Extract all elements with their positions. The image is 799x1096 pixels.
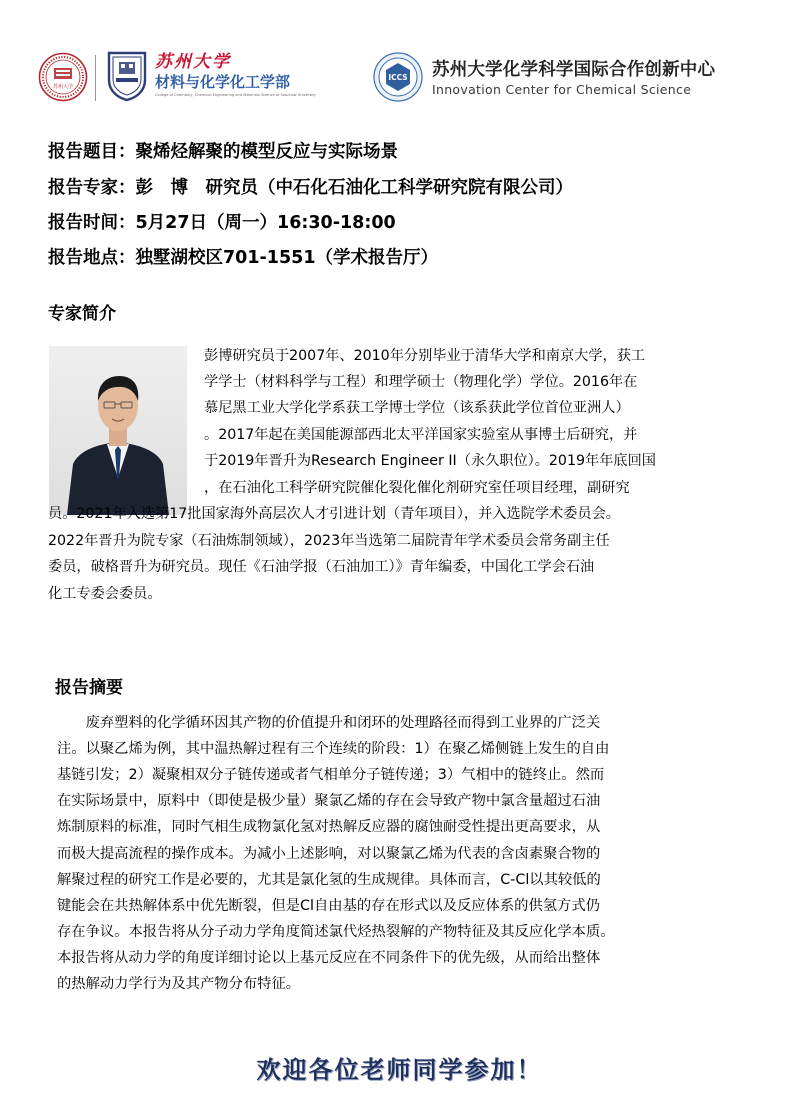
abstract-line: 注。以聚乙烯为例，其中温热解过程有三个连续的阶段：1）在聚乙烯侧链上发生的自由	[57, 741, 610, 758]
report-place-label: 报告地点：	[48, 248, 136, 268]
center-name-en: Innovation Center for Chemical Science	[432, 82, 692, 97]
expert-intro-heading: 专家简介	[48, 304, 116, 324]
university-seal-logo	[38, 52, 88, 102]
college-shield-logo	[103, 50, 151, 102]
report-title-row	[48, 140, 398, 164]
abstract-line: 本报告将从动力学的角度详细讨论以上基元反应在不同条件下的优先级，从而给出整体	[57, 949, 601, 966]
bio-line: 。2017年起在美国能源部西北太平洋国家实验室从事博士后研究，并	[204, 427, 638, 443]
report-place-row	[48, 246, 438, 270]
bio-line: 于2019年晋升为Research Engineer II（永久职位）。2019年年底回国	[204, 453, 656, 469]
abstract-heading: 报告摘要	[55, 678, 123, 698]
report-time-label: 报告时间：	[48, 213, 136, 233]
report-time: 5月27日（周一）16:30-18:00	[135, 213, 396, 233]
abstract-line: 基链引发；2）凝聚相双分子链传递或者气相单分子链传递；3）气相中的链终止。然而	[57, 767, 605, 784]
bio-line: 学学士（材料科学与工程）和理学硕士（物理化学）学位。2016年在	[204, 374, 638, 390]
abstract-line: 而极大提高流程的操作成本。为减小上述影响，对以聚氯乙烯为代表的含卤素聚合物的	[57, 845, 601, 862]
center-name-cn: 苏州大学化学科学国际合作创新中心	[432, 60, 716, 80]
report-expert: 彭 博 研究员（中石化石油化工科学研究院有限公司）	[135, 178, 573, 198]
iccs-badge-text: ICCS	[388, 73, 408, 82]
report-expert-row	[48, 176, 573, 200]
expert-portrait-photo	[49, 346, 187, 515]
abstract-line: 键能会在共热解体系中优先断裂，但是Cl自由基的存在形式以及反应体系的供氢方式仍	[57, 897, 600, 914]
bio-line: 员。2021年入选第17批国家海外高层次人才引进计划（青年项目），并入选院学术委员会。	[48, 506, 620, 522]
abstract-line: 炼制原料的标准，同时气相生成物氯化氢对热解反应器的腐蚀耐受性提出更高要求，从	[57, 819, 601, 836]
bio-line: 彭博研究员于2007年、2010年分别毕业于清华大学和南京大学，获工	[204, 348, 646, 364]
bio-line: 化工专委会委员。	[48, 586, 162, 602]
abstract-line: 存在争议。本报告将从分子动力学角度简述氯代烃热裂解的产物特征及其反应化学本质。	[57, 923, 615, 940]
bio-line: 委员，破格晋升为研究员。现任《石油学报（石油加工）》青年编委，中国化工学会石油	[48, 559, 595, 575]
dept-english-name: College of Chemistry, Chemical Engineering and Materials Science of Soochow University	[155, 93, 316, 97]
college-logo-text	[155, 52, 315, 98]
report-time-row	[48, 211, 396, 235]
abstract-line: 废弃塑料的化学循环因其产物的价值提升和闭环的处理路径而得到工业界的广泛关	[57, 715, 601, 731]
dept-calligraphy: 苏州大学	[155, 52, 231, 72]
report-expert-label: 报告专家：	[48, 178, 136, 198]
bio-line: ，在石油化工科学研究院催化裂化催化剂研究室任项目经理，副研究	[204, 480, 630, 496]
report-place: 独墅湖校区701-1551（学术报告厅）	[135, 248, 438, 268]
seal-caption: 苏州大学	[52, 84, 74, 90]
dept-name: 材料与化学化工学部	[155, 73, 291, 91]
report-title: 聚烯烃解聚的模型反应与实际场景	[135, 142, 398, 162]
report-title-label: 报告题目：	[48, 142, 136, 162]
abstract-line: 的热解动力学行为及其产物分布特征。	[57, 976, 301, 992]
letterhead	[0, 0, 799, 120]
iccs-logo	[373, 52, 423, 102]
logo-divider	[95, 55, 96, 101]
abstract-line: 在实际场景中，原料中（即使是极少量）聚氯乙烯的存在会导致产物中氯含量超过石油	[57, 793, 601, 810]
welcome-message: 欢迎各位老师同学参加！	[256, 1056, 543, 1084]
abstract-line: 解聚过程的研究工作是必要的，尤其是氯化氢的生成规律。具体而言，C-Cl以其较低的	[57, 871, 601, 888]
bio-line: 慕尼黑工业大学化学系获工学博士学位（该系获此学位首位亚洲人）	[204, 400, 630, 416]
bio-line: 2022年晋升为院专家（石油炼制领域），2023年当选第二届院青年学术委员会常务副主任	[48, 533, 610, 549]
